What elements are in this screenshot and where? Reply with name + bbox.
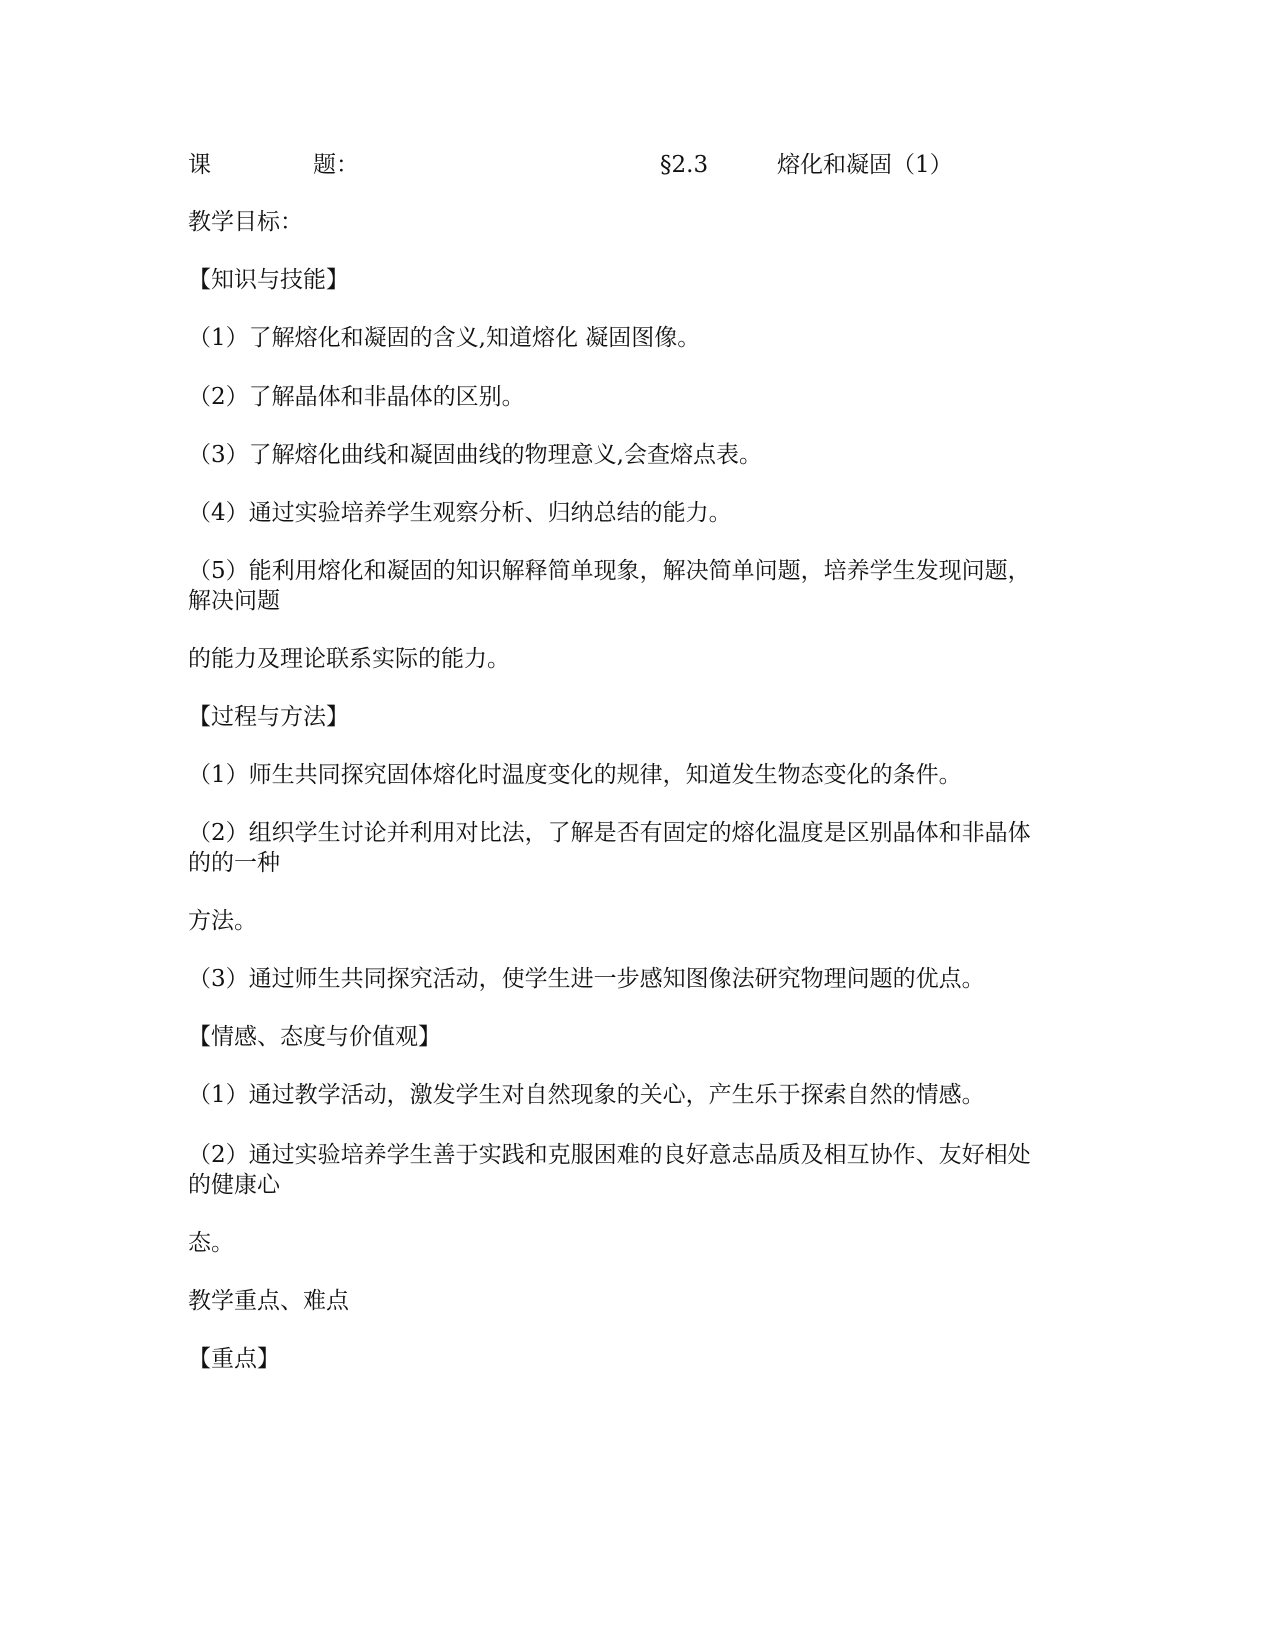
knowledge-item-1: （1）了解熔化和凝固的含义,知道熔化 凝固图像。 bbox=[188, 325, 701, 351]
title-label-part2: 题： bbox=[313, 152, 359, 178]
emotion-item-2-wrap: 的健康心 bbox=[188, 1172, 280, 1198]
key-points-heading: 教学重点、难点 bbox=[188, 1288, 349, 1314]
objectives-heading: 教学目标： bbox=[188, 209, 303, 235]
knowledge-item-3: （3）了解熔化曲线和凝固曲线的物理意义,会查熔点表。 bbox=[188, 442, 762, 468]
emotion-item-1: （1）通过教学活动，激发学生对自然现象的关心，产生乐于探索自然的情感。 bbox=[188, 1082, 985, 1108]
process-heading: 【过程与方法】 bbox=[188, 704, 349, 730]
key-heading: 【重点】 bbox=[188, 1346, 280, 1372]
process-item-2-wrap: 的的一种 bbox=[188, 850, 280, 876]
process-item-1: （1）师生共同探究固体熔化时温度变化的规律，知道发生物态变化的条件。 bbox=[188, 762, 962, 788]
process-item-3: （3）通过师生共同探究活动，使学生进一步感知图像法研究物理问题的优点。 bbox=[188, 966, 985, 992]
knowledge-item-4: （4）通过实验培养学生观察分析、归纳总结的能力。 bbox=[188, 500, 732, 526]
emotion-item-2-cont: 态。 bbox=[188, 1230, 234, 1256]
lesson-title-row bbox=[188, 150, 1088, 180]
section-number: §2.3 bbox=[660, 152, 709, 178]
knowledge-item-5: （5）能利用熔化和凝固的知识解释简单现象，解决简单问题，培养学生发现问题， bbox=[188, 558, 1031, 584]
title-label-part1: 课 bbox=[188, 152, 211, 178]
process-item-2: （2）组织学生讨论并利用对比法，了解是否有固定的熔化温度是区别晶体和非晶体 bbox=[188, 820, 1031, 846]
emotion-heading: 【情感、态度与价值观】 bbox=[188, 1024, 441, 1050]
process-item-2-cont: 方法。 bbox=[188, 908, 257, 934]
knowledge-item-2: （2）了解晶体和非晶体的区别。 bbox=[188, 384, 525, 410]
knowledge-item-5-cont: 的能力及理论联系实际的能力。 bbox=[188, 646, 510, 672]
emotion-item-2: （2）通过实验培养学生善于实践和克服困难的良好意志品质及相互协作、友好相处 bbox=[188, 1142, 1031, 1168]
knowledge-item-5-wrap: 解决问题 bbox=[188, 588, 280, 614]
knowledge-heading: 【知识与技能】 bbox=[188, 267, 349, 293]
section-title: 熔化和凝固（1） bbox=[777, 152, 953, 178]
